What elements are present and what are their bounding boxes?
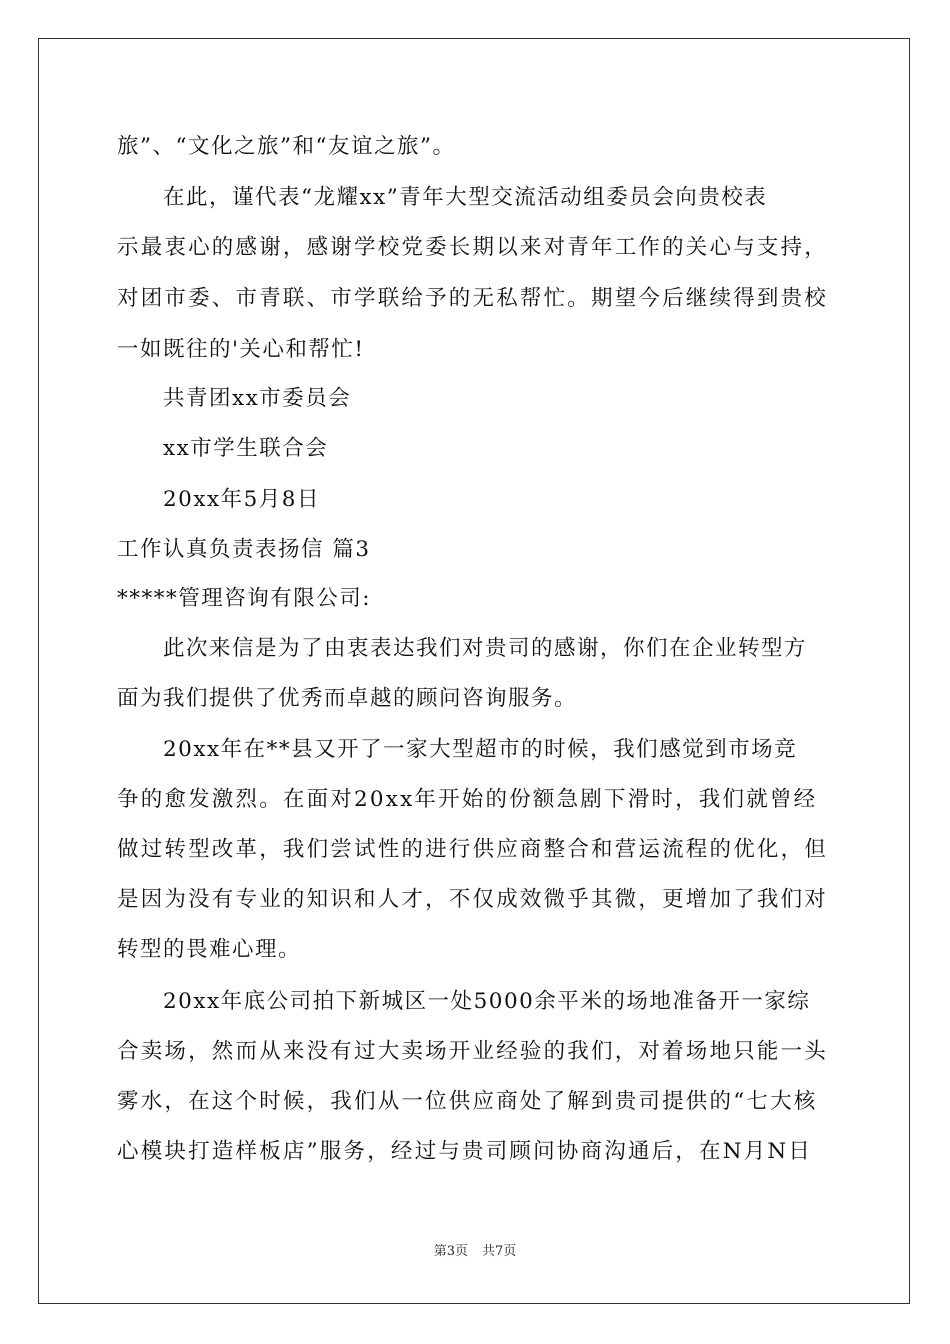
text-line: 20xx年底公司拍下新城区一处5000余平米的场地准备开一家综 [163,989,811,1014]
text-line: 20xx年在**县又开了一家大型超市的时候，我们感觉到市场竞 [163,737,798,762]
text-line: 示最衷心的感谢，感谢学校党委长期以来对青年工作的关心与支持， [117,235,829,260]
text-line: 在此，谨代表“龙耀xx”青年大型交流活动组委员会向贵校表 [163,185,768,210]
text-line: 一如既往的'关心和帮忙! [117,337,365,362]
page-number: 第3页 [433,1244,468,1259]
text-line: 旅”、“文化之旅”和“友谊之旅”。 [117,134,456,159]
text-line: 对团市委、市青联、市学联给予的无私帮忙。期望今后继续得到贵校 [117,286,829,311]
text-line: 争的愈发激烈。在面对20xx年开始的份额急剧下滑时，我们就曾经 [117,787,818,812]
text-line: 心模块打造样板店”服务，经过与贵司顾问协商沟通后，在N月N日 [117,1139,813,1164]
text-line: 此次来信是为了由衷表达我们对贵司的感谢，你们在企业转型方 [163,636,808,661]
page-total: 共7页 [482,1244,517,1259]
letter-salutation: *****管理咨询有限公司: [117,586,371,611]
page-footer [0,1243,950,1261]
section-heading: 工作认真负责表扬信 篇3 [117,537,371,562]
signature-date: 20xx年5月8日 [163,487,320,512]
signature-organization: xx市学生联合会 [163,436,329,461]
text-line: 转型的畏难心理。 [117,937,302,962]
signature-organization: 共青团xx市委员会 [163,386,352,411]
text-line: 雾水，在这个时候，我们从一位供应商处了解到贵司提供的“七大核 [117,1089,818,1114]
text-line: 面为我们提供了优秀而卓越的顾问咨询服务。 [117,686,578,711]
text-line: 做过转型改革，我们尝试性的进行供应商整合和营运流程的优化，但 [117,837,829,862]
text-line: 是因为没有专业的知识和人才，不仅成效微乎其微，更增加了我们对 [117,887,829,912]
text-line: 合卖场，然而从来没有过大卖场开业经验的我们，对着场地只能一头 [117,1039,829,1064]
